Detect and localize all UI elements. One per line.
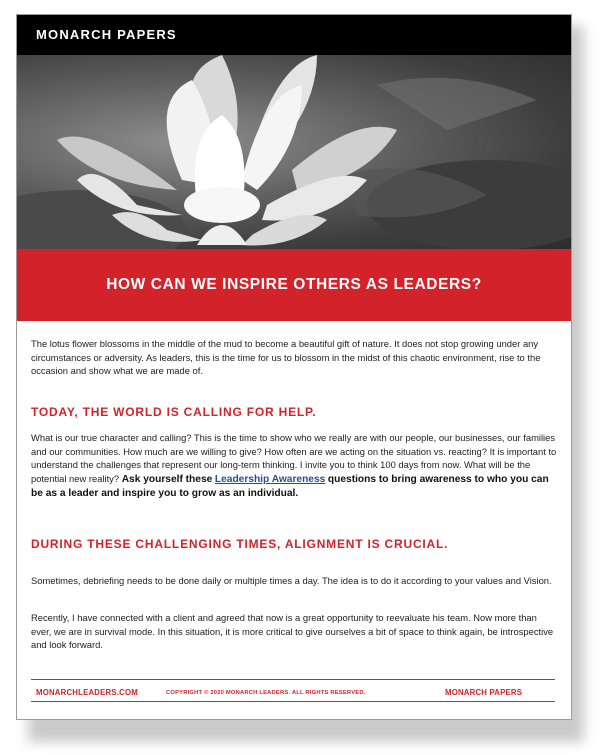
header-bar	[17, 15, 571, 55]
lotus-flower-illustration	[17, 55, 571, 249]
section1-body: What is our true character and calling? This is the time to show who we really are with our people, our businesses, our families and our communities. How much are we willing to give? How often are we acting on the situation vs. reacting? It is important to understand the challenges that represent our long-term thinking. I invite you to think 100 days from now. What will be the potential new reality?	[31, 432, 557, 484]
section1-paragraph	[31, 431, 559, 501]
footer-divider-bottom	[31, 701, 555, 702]
lotus-hero-image	[17, 55, 571, 249]
title-banner	[17, 249, 571, 321]
footer-divider-top	[31, 679, 555, 680]
section1-bold-tail: questions to bring awareness to who you can be as a leader and inspire you to grow as an individual.	[31, 473, 549, 500]
section2-heading: DURING THESE CHALLENGING TIMES, ALIGNMENT IS CRUCIAL.	[31, 537, 449, 551]
footer-copyright: COPYRIGHT © 2020 MONARCH LEADERS. ALL RIGHTS RESERVED.	[166, 690, 366, 696]
intro-paragraph: The lotus flower blossoms in the middle of the mud to become a beautiful gift of nature. It does not stop growing under any circumstances or adversity. As leaders, this is the time for us to blossom in the midst of this chaotic environment, rise to the occasion and show what we are made of.	[31, 338, 541, 377]
leadership-awareness-link[interactable]: Leadership Awareness	[214, 473, 326, 485]
footer-website-link[interactable]: MONARCHLEADERS.COM	[36, 688, 138, 697]
page-title: HOW CAN WE INSPIRE OTHERS AS LEADERS?	[106, 276, 482, 293]
section1-bold-lead: Ask yourself these	[121, 473, 213, 485]
brand-title: MONARCH PAPERS	[36, 27, 177, 42]
document-page	[16, 14, 572, 720]
section2-paragraph-1: Sometimes, debriefing needs to be done daily or multiple times a day. The idea is to do it according to your values and Vision.	[31, 575, 552, 586]
section2-paragraph-2: Recently, I have connected with a client and agreed that now is a great opportunity to reevaluate his team. Now more than ever, we are in survival mode. In this situation, it is more critical to give ourselves a bit of space to think again, be introspective and look forward.	[31, 612, 554, 651]
section1-heading: TODAY, THE WORLD IS CALLING FOR HELP.	[31, 405, 317, 419]
footer-brand: MONARCH PAPERS	[445, 688, 523, 697]
